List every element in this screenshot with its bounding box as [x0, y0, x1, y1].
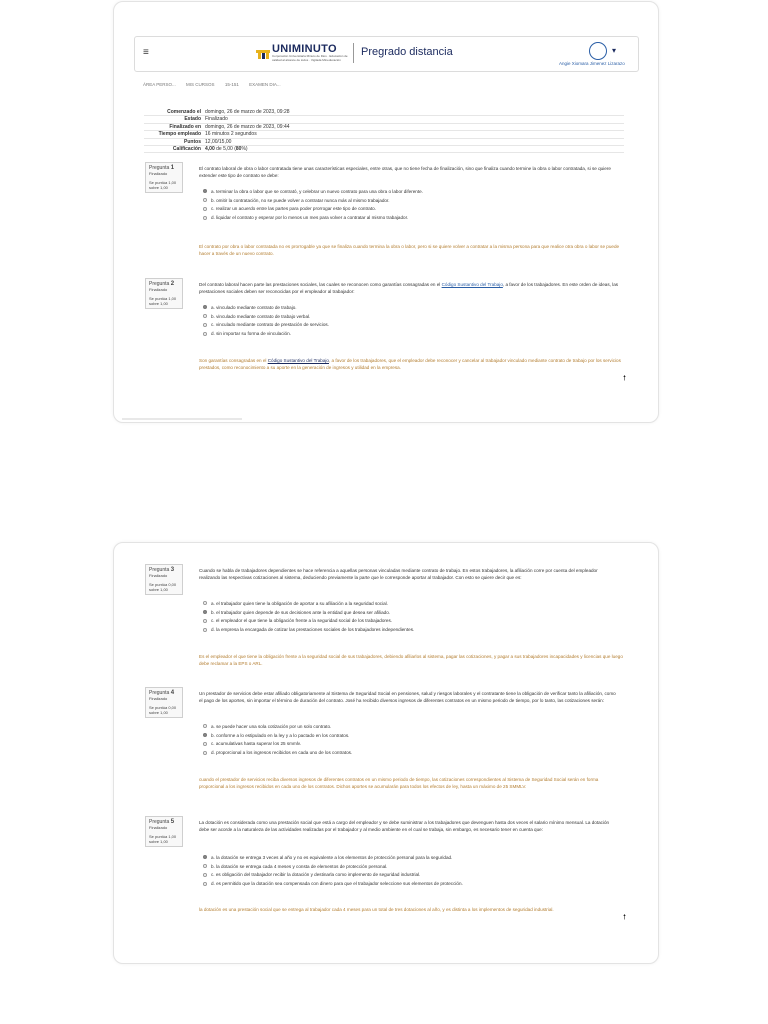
summary-row [144, 124, 624, 131]
answer-option[interactable]: b. conforme a lo estipulado en la ley y a lo pactado en los contratos. [203, 731, 623, 740]
summary-value: 16 minutos 2 segundos [205, 131, 257, 138]
question-status: Finalizado [149, 696, 168, 701]
brand-divider [353, 43, 354, 63]
question-info-1 [145, 162, 183, 193]
radio-button[interactable] [203, 619, 207, 623]
summary-key: Tiempo empleado [158, 131, 201, 138]
grade-of: de 5,00 ( [214, 145, 236, 152]
back-to-top-icon[interactable]: 🠕 [623, 914, 627, 921]
question-text: Del contrato laboral hacen parte las prestaciones sociales, las cuales se reconocen como garantías consagradas en el Código Sustantivo del Trabajo, a favor de los trabajadores. En este orden de ideas, las prestaciones sociales deben ser reconocidas por el empleador al trabajador: [199, 282, 619, 294]
radio-button[interactable] [203, 216, 207, 220]
grade-value: 4,00 [205, 145, 215, 152]
radio-button[interactable] [203, 864, 207, 868]
codigo-trabajo-link[interactable]: Código Sustantivo del Trabajo [267, 358, 329, 363]
summary-row [144, 116, 624, 123]
question-info-2 [145, 278, 183, 309]
answer-option[interactable]: d. es permitido que la dotación sea compensada con dinero para que el trabajador seleccione sus elementos de protección. [203, 879, 623, 888]
summary-key: Estado [184, 116, 201, 123]
question-status: Finalizado [149, 287, 168, 292]
radio-button[interactable] [203, 323, 207, 327]
radio-button[interactable] [203, 207, 207, 211]
answer-option[interactable]: a. vinculado mediante contrato de trabajo. [203, 303, 623, 312]
radio-button[interactable] [203, 198, 207, 202]
grade-percent: 80 [235, 145, 242, 152]
graduation-cap-icon [255, 45, 271, 61]
radio-button[interactable] [203, 332, 207, 336]
answer-options [203, 599, 623, 634]
top-navbar [134, 36, 639, 72]
question-text: El contrato laboral de obra o labor contratada tiene unas características especiales, entre otras, que no tiene fecha de finalización, sino que finaliza cuando termine la obra o labor contratada, si se quiere extender este tipo de contrato se debe: [199, 166, 611, 178]
summary-row [144, 139, 624, 146]
summary-key: Calificación [172, 145, 201, 152]
logo-word: UNIMINUTO [272, 43, 337, 55]
question-text: Un prestador de servicios debe estar afiliado obligatoriamente al Sistema de Seguridad Social en pensiones, salud y riesgos laborales y el contratante tiene la obligación de verificar tanto la afiliación, como el pago de los aportes, sin importar el término de duración del contrato. José ha recibido diversos ingresos de diferentes contratos en un mismo periodo de tiempo, por lo tanto, las cotizaciones serán: [199, 691, 616, 703]
answer-option[interactable]: d. la empresa la encargada de cotizar las prestaciones sociales de los trabajadores independientes. [203, 625, 623, 634]
question-number: Pregunta 2 [149, 281, 175, 287]
answer-option[interactable]: b. el trabajador quien depende de sus decisiones ante la entidad que desea ser afiliado. [203, 608, 623, 617]
answer-option[interactable]: d. proporcional a los ingresos recibidos en cada uno de los contratos. [203, 748, 623, 757]
radio-button[interactable] [203, 628, 207, 632]
chevron-down-icon[interactable]: ▾ [612, 46, 617, 55]
radio-selected[interactable] [203, 855, 207, 859]
question-grade: Se puntúa 1,00 sobre 1,00 [149, 180, 177, 190]
horizontal-scrollbar[interactable] [122, 418, 242, 420]
answer-option[interactable]: b. omitir la contratación, no se puede volver a contratar nunca más al mismo trabajador. [203, 196, 623, 205]
summary-value: 12,00/15,00 [205, 138, 232, 145]
breadcrumb-item[interactable]: 15-151 [224, 82, 239, 87]
quiz-review-page-2 [113, 542, 659, 964]
summary-key: Finalizado en [169, 123, 201, 130]
breadcrumb-item[interactable]: MIS CURSOS [186, 82, 215, 87]
summary-row [144, 146, 624, 153]
summary-value: Finalizado [205, 116, 228, 123]
radio-button[interactable] [203, 742, 207, 746]
question-grade: Se puntúa 1,00 sobre 1,00 [149, 296, 177, 306]
question-grade: Se puntúa 1,00 sobre 1,00 [149, 834, 177, 844]
answer-options [203, 853, 623, 888]
question-text: Cuando se habla de trabajadores dependientes se hace referencia a aquellas personas vinculadas mediante contrato de trabajo. En estos trabajadores, la afiliación corre por cuenta del empleador realizando las respectivas cotizaciones al sistema, deduciendo previamente la parte que le corresponde aportar al trabajador. Con esto se quiere decir que es: [199, 568, 598, 580]
answer-option[interactable]: c. el empleador el que tiene la obligación frente a la seguridad social de los trabajadores. [203, 617, 623, 626]
answer-option[interactable]: d. liquidar el contrato y esperar por lo menos un mes para volver a contratar al mismo trabajador. [203, 213, 623, 222]
summary-key: Comenzado el [167, 109, 201, 115]
answer-option[interactable]: b. la dotación se entrega cada 4 meses y consta de elementos de protección personal. [203, 862, 623, 871]
question-number: Pregunta 5 [149, 819, 175, 825]
radio-selected[interactable] [203, 305, 207, 309]
summary-value: domingo, 26 de marzo de 2023, 09:44 [205, 123, 290, 130]
radio-button[interactable] [203, 601, 207, 605]
question-grade: Se puntúa 0,00 sobre 1,00 [149, 582, 177, 592]
uniminuto-logo[interactable] [255, 43, 355, 65]
answer-options [203, 303, 623, 338]
breadcrumb [143, 82, 290, 87]
attempt-summary-table [144, 109, 624, 153]
answer-option[interactable]: a. terminar la obra o labor que se contrató, y celebrar un nuevo contrato para una obra o labor diferente. [203, 187, 623, 196]
question-number: Pregunta 3 [149, 567, 175, 573]
question-status: Finalizado [149, 171, 168, 176]
answer-option[interactable]: c. es obligación del trabajador recibir la dotación y destinarla como implemento de seguridad industrial. [203, 871, 623, 880]
radio-button[interactable] [203, 314, 207, 318]
answer-option[interactable]: c. acumulativas hasta superar los 25 smmlv. [203, 740, 623, 749]
question-info-3 [145, 564, 183, 595]
radio-button[interactable] [203, 724, 207, 728]
question-text: La dotación es considerada como una prestación social que está a cargo del empleador y se debe suministrar a los trabajadores que devenguen hasta dos veces el salario mínimo mensual. La dotación debe ser acorde a la naturaleza de las actividades realizadas por el trabajador y al medio ambiente en el cual se trabaja, sin embargo, es necesario tener en cuenta que: [199, 820, 610, 832]
answer-options [203, 187, 623, 222]
answer-options [203, 722, 623, 757]
radio-button[interactable] [203, 751, 207, 755]
radio-selected[interactable] [203, 189, 207, 193]
radio-selected[interactable] [203, 733, 207, 737]
answer-option[interactable]: b. vinculado mediante contrato de trabajo verbal. [203, 312, 623, 321]
summary-key: Puntos [184, 138, 201, 145]
grade-close: %) [241, 145, 248, 152]
answer-option[interactable]: c. realizar un acuerdo entre las partes para poder prorrogar este tipo de contrato. [203, 205, 623, 214]
summary-row [144, 109, 624, 116]
breadcrumb-item[interactable]: EXAMEN DIA... [249, 82, 281, 87]
question-number: Pregunta 1 [149, 165, 175, 171]
answer-option[interactable]: a. el trabajador quien tiene la obligación de aportar a su afiliación a la seguridad social. [203, 599, 623, 608]
quiz-review-page-1 [113, 1, 659, 423]
question-feedback: cuando el prestador de servicios reciba diversos ingresos de diferentes contratos en un mismo periodo de tiempo, las cotizaciones correspondientes al Sistema de Seguridad Social serán en forma proporcional a los ingresos recibidos en cada uno de los contratos. Dichos aportes se acumularán para todos los efectos de ley, hasta un máximo de 25 SMMLV. [199, 777, 599, 789]
summary-value [201, 146, 248, 152]
question-feedback: la dotación es una prestación social que se entrega al trabajador cada 4 meses para un total de tres dotaciones al año, y es distinta a los implementos de seguridad industrial. [199, 907, 554, 912]
question-info-5 [145, 816, 183, 847]
summary-value: domingo, 26 de marzo de 2023, 09:28 [205, 109, 290, 115]
answer-option[interactable]: a. la dotación se entrega 3 veces al año y no es equivalente a los elementos de protección personal para la seguridad. [203, 853, 623, 862]
question-info-4 [145, 687, 183, 718]
question-feedback: Es el empleador el que tiene la obligación frente a la seguridad social de sus trabajadores, debiendo afiliarlos al sistema, pagar las cotizaciones, y pagar a sus trabajadores incapacidades y licencias que luego debe reclamar a la EPS o ARL. [199, 654, 623, 666]
logo-subtitle: Corporación Universitaria Minuto de Dios · Educación de calidad al alcance de todos · Vigilada Mineducación [272, 54, 348, 62]
summary-row [144, 131, 624, 138]
question-status: Finalizado [149, 573, 168, 578]
question-number: Pregunta 4 [149, 690, 175, 696]
breadcrumb-item[interactable]: ÁREA PERSO... [143, 82, 176, 87]
back-to-top-icon[interactable]: 🠕 [623, 375, 627, 382]
question-grade: Se puntúa 0,00 sobre 1,00 [149, 705, 177, 715]
user-avatar[interactable] [589, 42, 607, 60]
answer-option[interactable]: a. se puede hacer una sola cotización por un solo contrato. [203, 722, 623, 731]
answer-option[interactable]: c. vinculado mediante contrato de prestación de servicios. [203, 321, 623, 330]
question-feedback: Son garantías consagradas en el Código Sustantivo del Trabajo, a favor de los trabajadores, que el empleador debe reconocer y cancelar al trabajador vinculado mediante contrato de trabajo por los servicios prestados, como reconocimiento a su aporte en la generación de ingresos y utilidad en la empresa. [199, 358, 621, 370]
answer-option[interactable]: d. sin importar su forma de vinculación. [203, 329, 623, 338]
radio-selected[interactable] [203, 610, 207, 614]
user-name[interactable]: Angie Xiomara Jimenez Lizarazo [559, 61, 625, 66]
codigo-trabajo-link[interactable]: Código Sustantivo del Trabajo [441, 282, 503, 287]
brand-title: Pregrado distancia [361, 46, 453, 58]
radio-button[interactable] [203, 882, 207, 886]
question-status: Finalizado [149, 825, 168, 830]
radio-button[interactable] [203, 873, 207, 877]
question-feedback: El contrato por obra o labor contratada no es prorrogable ya que se finaliza cuando termina la obra o labor, pero si se quiere volver a contratar a la misma persona para que realice otra obra o labor se puede hacer a través de un nuevo contrato. [199, 244, 620, 256]
hamburger-icon[interactable]: ≡ [143, 47, 149, 58]
